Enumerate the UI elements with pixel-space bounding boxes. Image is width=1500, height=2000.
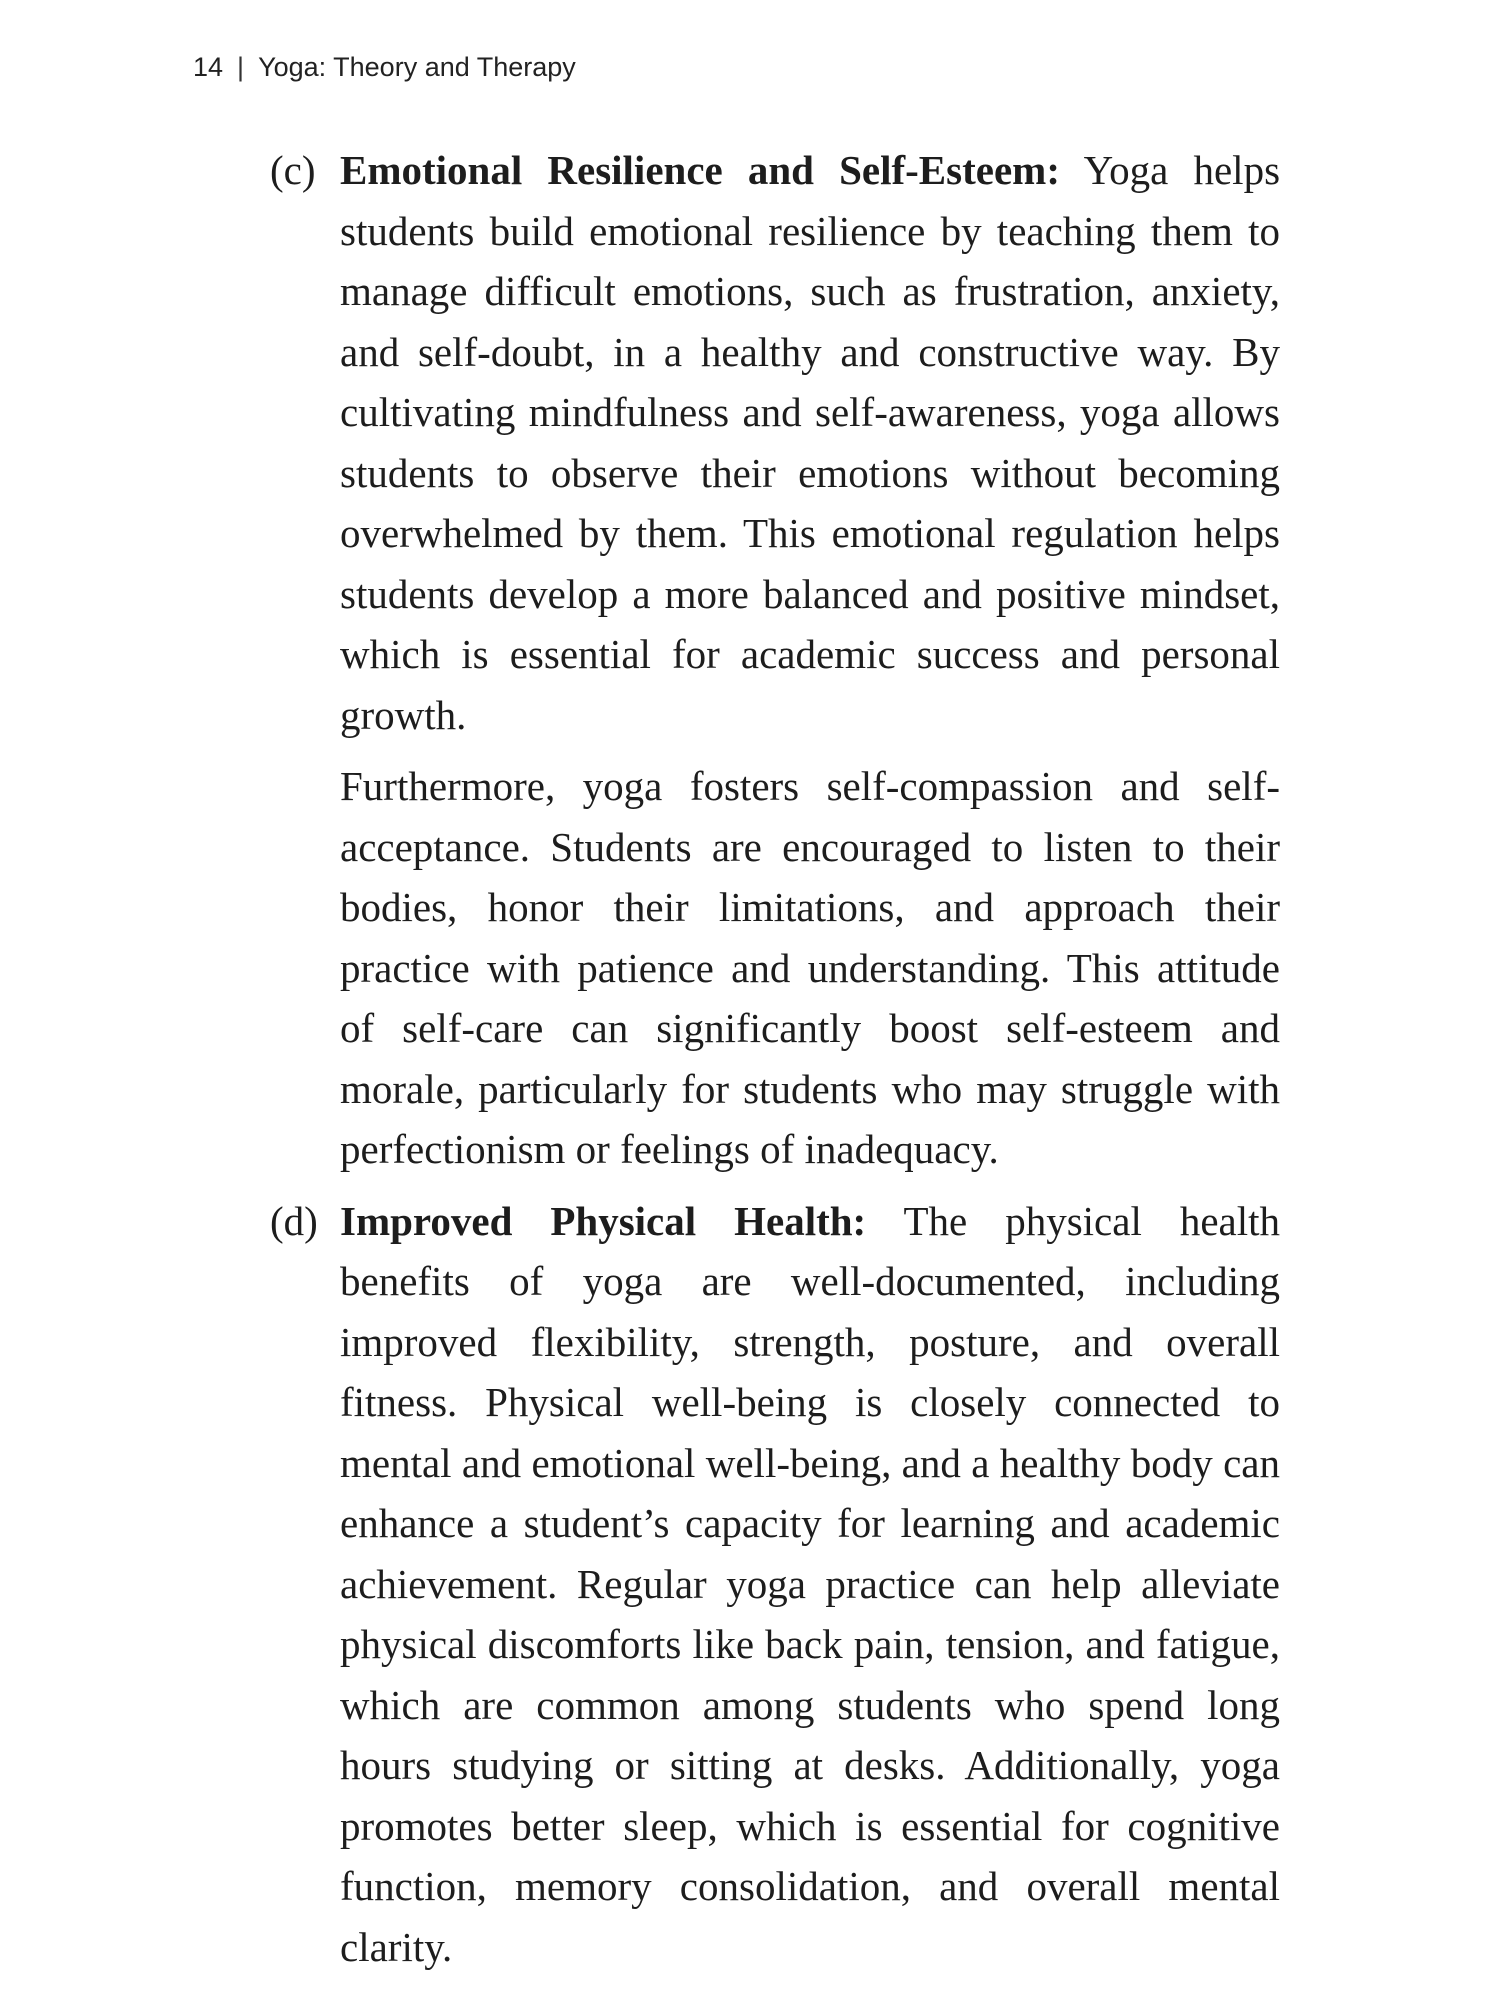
- item-term: Improved Physical Health:: [340, 1197, 867, 1244]
- paragraph: [340, 756, 1280, 1180]
- running-header: [193, 52, 576, 83]
- list-marker: (d): [270, 1197, 318, 1244]
- list-marker: (c): [270, 147, 316, 193]
- page-body: [270, 140, 1280, 1977]
- header-separator: |: [237, 52, 245, 82]
- paragraph: [340, 1191, 1280, 1978]
- list-item-physical-health: [270, 1191, 1280, 1978]
- paragraph-text: Furthermore, yoga fosters self-compassion and self-acceptance. Students are encouraged to listen to their bodies, honor their limitations, and approach their practice with patience and understanding. This attitude of self-care can significantly boost self-esteem and morale, particularly for students who may struggle with perfectionism or feelings of inadequacy.: [340, 763, 1280, 1172]
- item-term: Emotional Resilience and Self-Esteem:: [340, 147, 1060, 193]
- paragraph: [340, 140, 1280, 745]
- paragraph-text: The physical health benefits of yoga are well-documented, including improved flexibility, strength, posture, and overall fitness. Physical well-being is closely connected to mental and emotional well-being, and a healthy body can enhance a student’s capacity for learning and academic achievement. Regular yoga practice can help alleviate physical discomforts like back pain, tension, and fatigue, which are common among students who spend long hours studying or sitting at desks. Additionally, yoga promotes better sleep, which is essential for cognitive function, memory consolidation, and overall mental clarity.: [340, 1197, 1280, 1970]
- page-number: 14: [193, 52, 224, 82]
- list-item-emotional-resilience: [270, 140, 1280, 1180]
- paragraph-text: Yoga helps students build emotional resilience by teaching them to manage difficult emotions, such as frustration, anxiety, and self-doubt, in a healthy and constructive way. By cultivating mindfulness and self-awareness, yoga allows students to observe their emotions without becoming overwhelmed by them. This emotional regulation helps students develop a more balanced and positive mindset, which is essential for academic success and personal growth.: [340, 147, 1281, 738]
- book-title: Yoga: Theory and Therapy: [258, 52, 576, 82]
